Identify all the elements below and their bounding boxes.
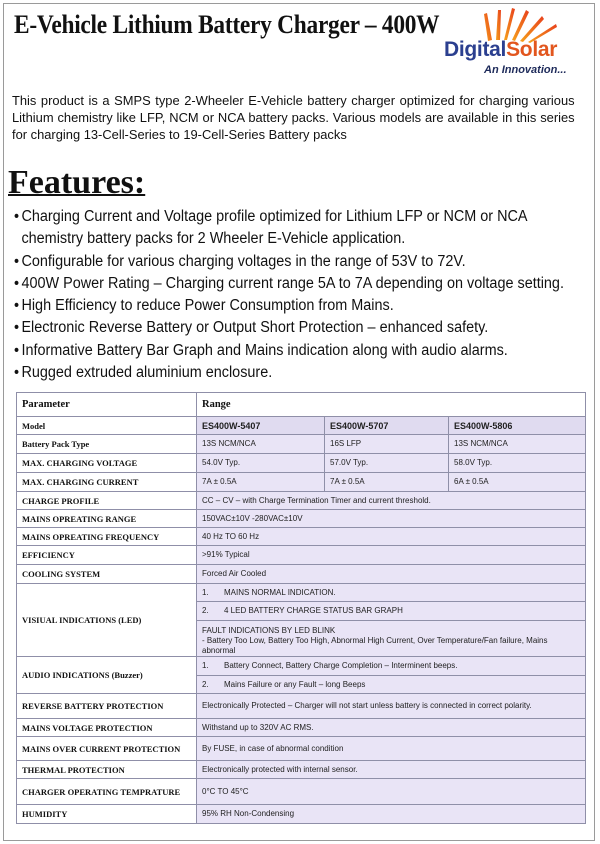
table-row — [17, 492, 586, 510]
row-label: MAINS OVER CURRENT PROTECTION — [17, 737, 197, 761]
table-row — [17, 510, 586, 528]
cell-value: 16S LFP — [325, 435, 449, 454]
visual-item: 2. 4 LED BATTERY CHARGE STATUS BAR GRAPH — [197, 602, 585, 621]
logo-tagline: An Innovation... — [484, 64, 567, 76]
feature-item: • 400W Power Rating – Charging current range 5A to 7A depending on voltage setting. — [14, 274, 564, 292]
cell-value: 7A ± 0.5A — [325, 473, 449, 492]
row-label: EFFICIENCY — [17, 546, 197, 565]
table-row — [17, 454, 586, 473]
row-label: HUMIDITY — [17, 805, 197, 824]
table-row — [17, 779, 586, 805]
row-label: MAX. CHARGING CURRENT — [17, 473, 197, 492]
feature-item: • Charging Current and Voltage profile optimized for Lithium LFP or NCM or NCA chemistry battery packs for 2 Wheeler E-Vehicle application. — [14, 208, 527, 248]
cell-value: ES400W-5806 — [449, 417, 586, 435]
cell-value: By FUSE, in case of abnormal condition — [197, 737, 586, 761]
table-row — [17, 694, 586, 719]
cell-value: 7A ± 0.5A — [197, 473, 325, 492]
page-title: E-Vehicle Lithium Battery Charger – 400W — [14, 10, 440, 39]
intro-paragraph: This product is a SMPS type 2-Wheeler E-Vehicle battery charger optimized for charging various Lithium chemistry like LFP, NCM or NCA battery packs. Various models are available in this series for charging 13-Cell-Series to 19-Cell-Series Battery packs — [12, 93, 575, 142]
audio-item: 1. Battery Connect, Battery Charge Completion – Interminent beeps. — [197, 657, 585, 676]
specifications-table — [16, 392, 586, 824]
features-heading: Features: — [8, 164, 146, 201]
company-logo — [444, 4, 594, 82]
table-row — [17, 657, 586, 694]
row-label: COOLING SYSTEM — [17, 565, 197, 584]
row-label: THERMAL PROTECTION — [17, 761, 197, 779]
row-label: CHARGE PROFILE — [17, 492, 197, 510]
table-row — [17, 805, 586, 824]
table-row — [17, 546, 586, 565]
feature-item: • Informative Battery Bar Graph and Mains indication along with audio alarms. — [14, 341, 508, 359]
cell-value: 13S NCM/NCA — [449, 435, 586, 454]
cell-value: ES400W-5707 — [325, 417, 449, 435]
table-row — [17, 761, 586, 779]
cell-value: Forced Air Cooled — [197, 565, 586, 584]
cell-value: >91% Typical — [197, 546, 586, 565]
cell-value: 58.0V Typ. — [449, 454, 586, 473]
table-header-row — [17, 393, 586, 417]
row-label: REVERSE BATTERY PROTECTION — [17, 694, 197, 719]
logo-brand: DigitalSolar — [444, 38, 558, 61]
table-row — [17, 565, 586, 584]
cell-value: CC – CV – with Charge Termination Timer and current threshold. — [197, 492, 586, 510]
header-parameter: Parameter — [17, 393, 197, 417]
table-row — [17, 473, 586, 492]
row-label: MAINS OPREATING RANGE — [17, 510, 197, 528]
cell-value: 150VAC±10V -280VAC±10V — [197, 510, 586, 528]
table-row — [17, 417, 586, 435]
cell-value: Electronically protected with internal sensor. — [197, 761, 586, 779]
cell-value: 6A ± 0.5A — [449, 473, 586, 492]
table-row — [17, 719, 586, 737]
header-range: Range — [197, 393, 586, 417]
cell-value — [197, 657, 586, 694]
cell-value: Withstand up to 320V AC RMS. — [197, 719, 586, 737]
cell-value: Electronically Protected – Charger will not start unless battery is connected in correct polarity. — [197, 694, 586, 719]
table-row — [17, 435, 586, 454]
visual-item: 1. MAINS NORMAL INDICATION. — [197, 585, 585, 602]
cell-value: 95% RH Non-Condensing — [197, 805, 586, 824]
cell-value — [197, 584, 586, 657]
row-label: AUDIO INDICATIONS (Buzzer) — [17, 657, 197, 694]
feature-item: • Configurable for various charging voltages in the range of 53V to 72V. — [14, 252, 466, 270]
row-label: Battery Pack Type — [17, 435, 197, 454]
cell-value: 0°C TO 45°C — [197, 779, 586, 805]
cell-value: 54.0V Typ. — [197, 454, 325, 473]
row-label: MAX. CHARGING VOLTAGE — [17, 454, 197, 473]
features-list — [14, 206, 600, 384]
row-label: Model — [17, 417, 197, 435]
audio-item: 2. Mains Failure or any Fault – long Beeps — [202, 679, 366, 689]
cell-value: 40 Hz TO 60 Hz — [197, 528, 586, 546]
fault-indications — [202, 621, 580, 656]
table-row — [17, 528, 586, 546]
row-label: VISIUAL INDICATIONS (LED) — [17, 584, 197, 657]
row-label: MAINS OPREATING FREQUENCY — [17, 528, 197, 546]
fault-title: FAULT INDICATIONS BY LED BLINK — [202, 625, 336, 635]
table-row — [17, 737, 586, 761]
cell-value: 13S NCM/NCA — [197, 435, 325, 454]
feature-item: • High Efficiency to reduce Power Consumption from Mains. — [14, 297, 394, 315]
cell-value: ES400W-5407 — [197, 417, 325, 435]
table-row — [17, 584, 586, 657]
row-label: MAINS VOLTAGE PROTECTION — [17, 719, 197, 737]
fault-text: - Battery Too Low, Battery Too High, Abnormal High Current, Over Temperature/Fan failure, Mains abnormal — [202, 635, 548, 655]
row-label: CHARGER OPERATING TEMPRATURE — [17, 779, 197, 805]
feature-item: • Rugged extruded aluminium enclosure. — [14, 364, 273, 382]
cell-value: 57.0V Typ. — [325, 454, 449, 473]
feature-item: • Electronic Reverse Battery or Output Short Protection – enhanced safety. — [14, 319, 489, 337]
